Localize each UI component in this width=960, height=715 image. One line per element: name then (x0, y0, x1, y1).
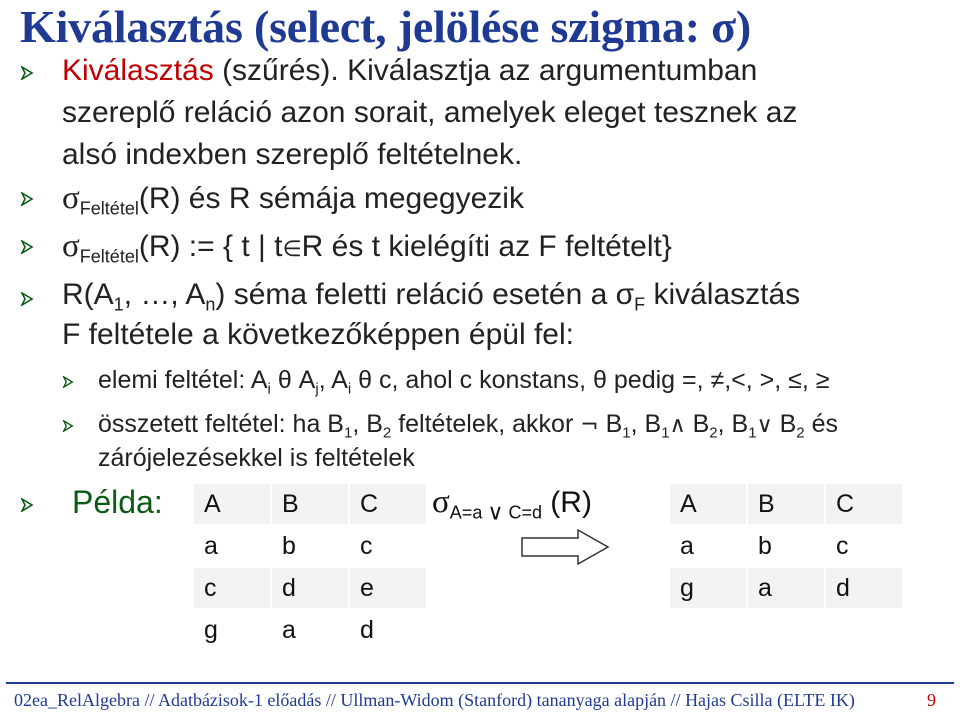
table-cell: g (194, 609, 271, 651)
table-cell: a (747, 567, 825, 609)
page-number: 9 (927, 690, 936, 710)
arrow-right-icon (520, 527, 612, 572)
header-cell: C (349, 484, 426, 525)
bullet-condition-structure-line2: F feltétele a következőképpen épül fel: (62, 318, 574, 351)
arrow-bullet-icon (62, 376, 74, 388)
table-relation-r (194, 484, 426, 652)
table-cell: d (360, 615, 374, 644)
bullet-selection-definition: Kiválasztás (szűrés). Kiválasztja az argumentumban (62, 54, 758, 87)
bullet-selection-definition-line2: szereplő reláció azon sorait, amelyek eleget tesznek az (62, 96, 798, 129)
arrow-bullet-icon (20, 292, 34, 306)
table-cell: a (670, 525, 747, 567)
header-cell: A (194, 484, 271, 525)
table-cell: c (360, 531, 373, 560)
table-header-row (670, 484, 902, 525)
bullet-condition-structure: $R(A_1$, …, $A_n$) séma feletti reláció esetén a $\sigma_F$ kiválasztás (62, 278, 801, 315)
table-cell: c (194, 567, 271, 609)
example-label: Példa: (72, 484, 163, 520)
table-cell: a (271, 609, 349, 651)
footer-divider (6, 682, 954, 684)
bullet-schema: $\sigma_{Feltétel}(R)$ és R sémája megegyezik (62, 180, 524, 219)
selection-expression: $\sigma_{A=a}$ $_\vee$ $_{C=d}$ (R) (432, 484, 592, 526)
table-row (194, 609, 426, 651)
table-row (670, 525, 902, 567)
table-row (194, 525, 426, 567)
arrow-bullet-icon (20, 498, 34, 512)
table-cell: b (747, 525, 825, 567)
table-cell: c (836, 531, 849, 560)
sub-bullet-compound-condition-line2: zárójelezésekkel is feltételek (98, 444, 415, 472)
sub-bullet-elementary-condition: elemi feltétel: $A_i$ θ $A_j$, $A_i$ θ c, ahol c konstans, θ pedig =, ≠,<, >, ≤, ≥ (98, 366, 830, 398)
arrow-bullet-icon (20, 66, 34, 80)
slide-title: Kiválasztás (select, jelölése szigma: σ) (20, 1, 752, 52)
table-row (670, 567, 902, 609)
bullet-set-definition: $\sigma_{Feltétel}(R)$ := { t | t∈R és t kielégíti az F feltételt} (62, 228, 672, 267)
table-header-row (194, 484, 426, 525)
arrow-bullet-icon (20, 192, 34, 206)
sub-bullet-compound-condition: összetett feltétel: ha $B_1$, $B_2$ feltételek, akkor ¬ $B_1$, $B_1\wedge$ $B_2$, $B_1\vee$ $B_2$ és (98, 410, 838, 442)
table-result (670, 484, 902, 610)
arrow-bullet-icon (20, 240, 34, 254)
table-cell: b (271, 525, 349, 567)
table-cell: g (670, 567, 747, 609)
arrow-bullet-icon (62, 420, 74, 432)
table-row (194, 567, 426, 609)
header-cell: C (825, 484, 902, 525)
table-cell: d (825, 567, 902, 609)
table-cell: e (349, 567, 426, 609)
header-cell: A (670, 484, 747, 525)
bullet-selection-definition-line3: alsó indexben szereplő feltételnek. (62, 138, 523, 171)
footer-text: 02ea_RelAlgebra // Adatbázisok-1 előadás // Ullman-Widom (Stanford) tananyaga alapján // Hajas Csilla (ELTE IK) (14, 690, 855, 710)
table-cell: a (194, 525, 271, 567)
header-cell: B (747, 484, 825, 525)
table-cell: d (271, 567, 349, 609)
header-cell: B (271, 484, 349, 525)
